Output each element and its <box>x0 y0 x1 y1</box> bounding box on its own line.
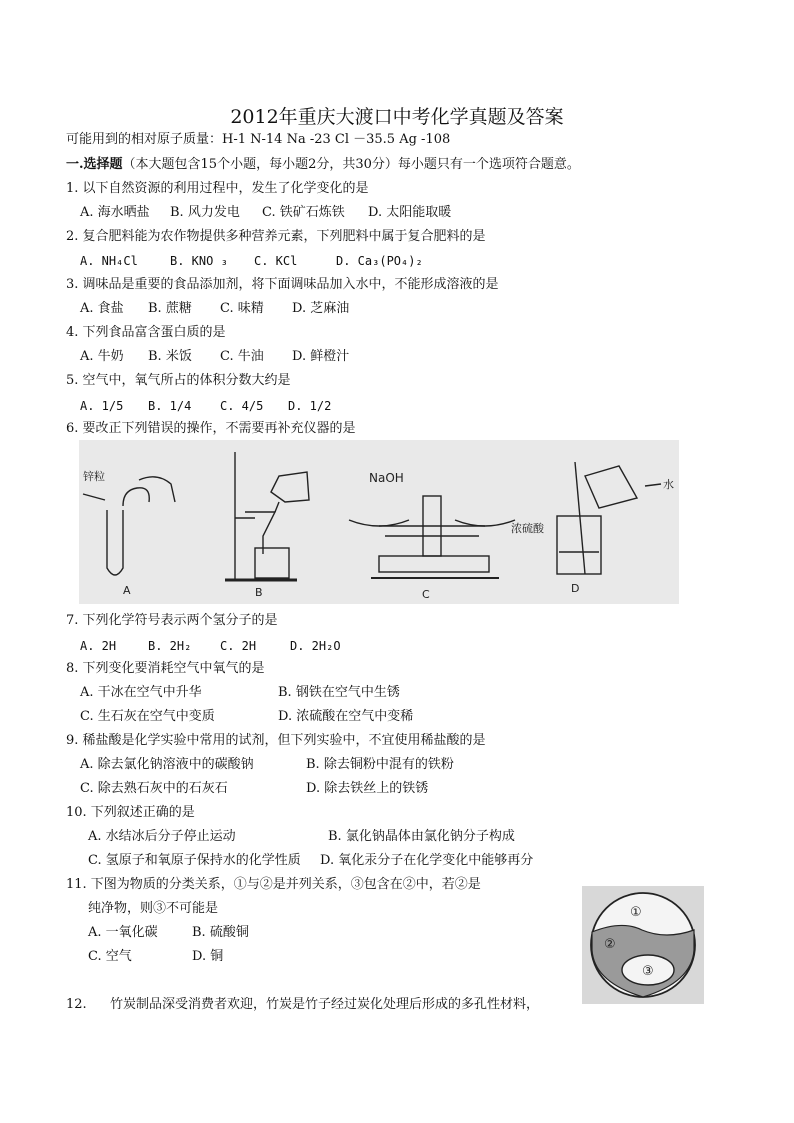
option: B. 风力发电 <box>170 205 240 220</box>
q4-options <box>80 349 349 365</box>
q12-number: 12. <box>66 997 87 1012</box>
option: B. KNO ₃ <box>170 254 228 268</box>
label-d: D <box>571 582 580 595</box>
q5-options <box>80 398 331 414</box>
option: A. 1/5 <box>80 399 124 413</box>
q11-option-d: D. 铜 <box>192 949 224 964</box>
option: D. 芝麻油 <box>292 301 350 316</box>
option: D. 1/2 <box>288 399 332 413</box>
label-b: B <box>255 586 263 599</box>
section-header <box>66 157 580 173</box>
q11-option-b: B. 硫酸铜 <box>192 925 249 940</box>
label-zinc: 锌粒 <box>83 470 105 483</box>
label-c: C <box>422 588 430 601</box>
q2-stem: 2. 复合肥料能为农作物提供多种营养元素，下列肥料中属于复合肥料的是 <box>66 229 486 244</box>
option: A. NH₄Cl <box>80 254 138 268</box>
option: A. 牛奶 <box>80 349 124 364</box>
q8-option-a: A. 干冰在空气中升华 <box>80 685 202 700</box>
q10-option-a: A. 水结冰后分子停止运动 <box>88 829 236 844</box>
q11-option-c: C. 空气 <box>88 949 132 964</box>
q6-figure <box>79 440 679 604</box>
q3-stem: 3. 调味品是重要的食品添加剂，将下面调味品加入水中，不能形成溶液的是 <box>66 277 499 292</box>
option: B. 2H₂ <box>148 639 192 653</box>
q7-stem: 7. 下列化学符号表示两个氢分子的是 <box>66 613 278 628</box>
q9-option-a: A. 除去氯化钠溶液中的碳酸钠 <box>80 757 254 772</box>
q10-option-d: D. 氧化汞分子在化学变化中能够再分 <box>320 853 534 868</box>
option: B. 米饭 <box>148 349 192 364</box>
option: C. KCl <box>254 254 298 268</box>
q1-stem: 1. 以下自然资源的利用过程中，发生了化学变化的是 <box>66 181 369 196</box>
atomic-mass-line: 可能用到的相对原子质量：H-1 N-14 Na -23 Cl －35.5 Ag -108 <box>66 132 451 147</box>
q9-option-c: C. 除去熟石灰中的石灰石 <box>80 781 228 796</box>
label-2: ② <box>604 937 616 952</box>
q6-stem: 6. 要改正下列错误的操作，不需要再补充仪器的是 <box>66 421 356 436</box>
option: A. 食盐 <box>80 301 124 316</box>
page-title: 2012年重庆大渡口中考化学真题及答案 <box>230 106 564 128</box>
option: C. 2H <box>220 639 257 653</box>
q11-stem-line1: 11. 下图为物质的分类关系，①与②是并列关系，③包含在②中，若②是 <box>66 877 481 892</box>
label-acid: 浓硫酸 <box>511 522 544 535</box>
q11-option-a: A. 一氧化碳 <box>88 925 158 940</box>
label-a: A <box>123 584 131 597</box>
option: A. 2H <box>80 639 117 653</box>
option: C. 4/5 <box>220 399 264 413</box>
section-label: 一.选择题 <box>66 157 123 172</box>
option: D. 鲜橙汁 <box>292 349 350 364</box>
label-3: ③ <box>642 964 654 979</box>
q11-stem-line2: 纯净物，则③不可能是 <box>88 901 219 916</box>
figure-background <box>79 440 679 604</box>
option: D. 太阳能取暖 <box>368 205 452 220</box>
label-naoh: NaOH <box>369 471 404 485</box>
q9-stem: 9. 稀盐酸是化学实验中常用的试剂，但下列实验中，不宜使用稀盐酸的是 <box>66 733 486 748</box>
option: C. 味精 <box>220 301 264 316</box>
q9-option-d: D. 除去铁丝上的铁锈 <box>306 781 429 796</box>
q10-option-c: C. 氢原子和氧原子保持水的化学性质 <box>88 853 301 868</box>
q7-options <box>80 638 341 654</box>
q8-stem: 8. 下列变化要消耗空气中氧气的是 <box>66 661 265 676</box>
q8-option-b: B. 钢铁在空气中生锈 <box>278 685 400 700</box>
label-water: 水 <box>663 478 674 491</box>
option: A. 海水晒盐 <box>80 205 150 220</box>
q8-option-c: C. 生石灰在空气中变质 <box>80 709 215 724</box>
q10-option-b: B. 氯化钠晶体由氯化钠分子构成 <box>328 829 515 844</box>
q8-option-d: D. 浓硫酸在空气中变稀 <box>278 709 414 724</box>
q10-stem: 10. 下列叙述正确的是 <box>66 805 195 820</box>
q2-options <box>80 253 423 269</box>
option: B. 1/4 <box>148 399 192 413</box>
q5-stem: 5. 空气中，氧气所占的体积分数大约是 <box>66 373 291 388</box>
q3-options <box>80 301 349 317</box>
q1-options <box>80 205 451 221</box>
option: D. Ca₃(PO₄)₂ <box>336 254 423 268</box>
q9-option-b: B. 除去铜粉中混有的铁粉 <box>306 757 454 772</box>
option: D. 2H₂O <box>290 639 341 653</box>
q11-classification-figure <box>582 886 704 1004</box>
section-desc: （本大题包含15个小题，每小题2分，共30分）每小题只有一个选项符合题意。 <box>122 157 580 172</box>
option: B. 蔗糖 <box>148 301 192 316</box>
option: C. 牛油 <box>220 349 264 364</box>
q12-stem: 竹炭制品深受消费者欢迎，竹炭是竹子经过炭化处理后形成的多孔性材料， <box>110 997 540 1012</box>
q4-stem: 4. 下列食品富含蛋白质的是 <box>66 325 226 340</box>
option: C. 铁矿石炼铁 <box>262 205 345 220</box>
label-1: ① <box>630 905 642 920</box>
